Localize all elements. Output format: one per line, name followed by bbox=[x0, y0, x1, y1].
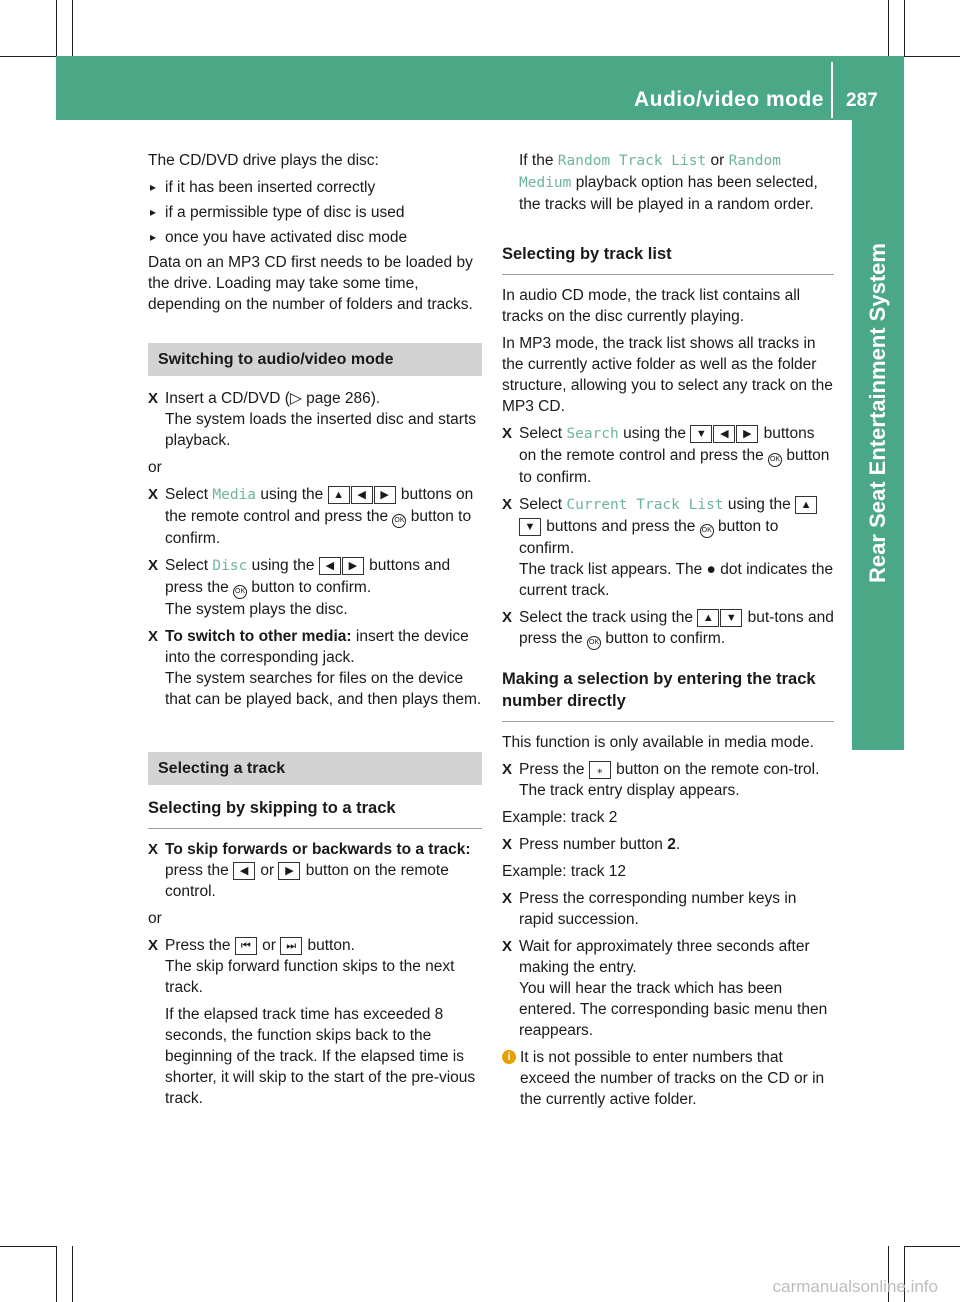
crop-mark bbox=[56, 0, 57, 56]
crop-mark bbox=[72, 0, 73, 56]
step-result: The system plays the disc. bbox=[165, 601, 348, 618]
step-text: Insert a CD/DVD ( bbox=[165, 390, 290, 407]
step-text: button. bbox=[303, 937, 355, 954]
option-random-medium: Random Medium bbox=[519, 153, 781, 191]
step bbox=[502, 834, 834, 855]
ok-button-icon: OK bbox=[587, 636, 601, 650]
step-text: Press the bbox=[519, 761, 589, 778]
option-disc: Disc bbox=[212, 558, 248, 574]
right-key-icon: ▶ bbox=[374, 486, 396, 504]
up-key-icon: ▲ bbox=[697, 609, 719, 627]
step bbox=[502, 423, 834, 488]
list-item: ▸ once you have activated disc mode bbox=[148, 227, 482, 248]
step bbox=[502, 494, 834, 601]
option-media: Media bbox=[212, 487, 257, 503]
right-column bbox=[502, 150, 834, 1110]
crop-mark bbox=[0, 56, 56, 57]
info-note bbox=[502, 1047, 834, 1110]
side-tab-label: Rear Seat Entertainment System bbox=[865, 243, 890, 583]
crop-mark bbox=[72, 1246, 73, 1302]
paragraph: In audio CD mode, the track list contains all tracks on the disc currently playing. bbox=[502, 287, 801, 325]
step-result: You will hear the track which has been entered. The corresponding basic menu then reappears. bbox=[519, 980, 828, 1039]
step bbox=[502, 936, 834, 1041]
watermark: carmanualsonline.info bbox=[772, 1277, 938, 1296]
step-note: If the elapsed track time has exceeded 8 seconds, the function skips back to the beginning of the track. If the elapsed time is shorter, it will skip to the start of the pre-vious track. bbox=[165, 1006, 476, 1107]
right-key-icon: ▶ bbox=[278, 862, 300, 880]
step-text: button to confirm. bbox=[601, 630, 726, 647]
down-key-icon: ▼ bbox=[690, 425, 712, 443]
step-text: Select bbox=[519, 425, 567, 442]
step-result: The system loads the inserted disc and starts playback. bbox=[165, 411, 477, 449]
step-text: buttons and press the bbox=[165, 557, 451, 596]
crop-mark bbox=[904, 56, 960, 57]
step bbox=[148, 935, 482, 1109]
note-text: playback option has been selected, the tracks will be played in a random order. bbox=[519, 174, 818, 213]
example-text: Example: track 12 bbox=[502, 863, 627, 880]
step-result: The skip forward function skips to the next track. bbox=[165, 958, 455, 996]
step-result: The track entry display appears. bbox=[519, 782, 740, 799]
current-track-dot-icon: ● bbox=[706, 561, 716, 578]
step-text: button on the remote control. bbox=[165, 862, 449, 900]
crop-mark bbox=[56, 1246, 57, 1302]
left-key-icon: ◀ bbox=[233, 862, 255, 880]
step bbox=[502, 607, 834, 650]
mp3-note: Data on an MP3 CD first needs to be loaded by the drive. Loading may take some time, depending on the number of folders and tracks. bbox=[148, 254, 473, 313]
subheading: Making a selection by entering the track number directly bbox=[502, 668, 834, 722]
step-text: Select bbox=[165, 486, 213, 503]
step-text: buttons on the remote control and press the bbox=[165, 486, 474, 525]
step-text: using the bbox=[247, 557, 319, 574]
paragraph: This function is only available in media mode. bbox=[502, 734, 814, 751]
left-column bbox=[148, 150, 482, 1115]
step-text: Select bbox=[165, 557, 213, 574]
crop-mark bbox=[904, 1246, 960, 1247]
step-result: The track list appears. The bbox=[519, 561, 707, 578]
up-key-icon: ▲ bbox=[795, 496, 817, 514]
step-label: To switch to other media: bbox=[165, 628, 352, 645]
step-result: The system searches for files on the device that can be played back, and then plays them. bbox=[165, 670, 482, 708]
step-text: button to confirm. bbox=[247, 579, 372, 596]
step: X Press the corresponding number keys in rapid succession. bbox=[502, 888, 834, 930]
step-text: button to confirm. bbox=[165, 508, 472, 547]
right-key-icon: ▶ bbox=[342, 557, 364, 575]
header-divider bbox=[831, 62, 833, 118]
page-ref-icon: ▷ bbox=[289, 390, 302, 407]
crop-mark bbox=[904, 0, 905, 56]
option-search: Search bbox=[566, 426, 619, 442]
section-heading: Switching to audio/video mode bbox=[148, 343, 482, 376]
down-key-icon: ▼ bbox=[720, 609, 742, 627]
step-text: buttons on the remote control and press the bbox=[519, 425, 815, 464]
option-random-track-list: Random Track List bbox=[557, 153, 707, 169]
step-text: Wait for approximately three seconds after making the entry. bbox=[519, 938, 810, 976]
left-key-icon: ◀ bbox=[713, 425, 735, 443]
right-key-icon: ▶ bbox=[736, 425, 758, 443]
left-key-icon: ◀ bbox=[319, 557, 341, 575]
intro-text: The CD/DVD drive plays the disc: bbox=[148, 152, 379, 169]
step-text: page 286). bbox=[301, 390, 381, 407]
step-text: press the bbox=[165, 862, 234, 879]
skip-back-icon: ⏮ bbox=[235, 937, 257, 955]
step-text: using the bbox=[723, 496, 796, 513]
step-text: Select bbox=[519, 496, 567, 513]
step-text: Press the bbox=[165, 937, 235, 954]
page-title: Audio/video mode bbox=[633, 88, 824, 111]
paragraph: In MP3 mode, the track list shows all tracks in the currently active folder as well as the folder structure, allowing you to select any track on the MP3 CD. bbox=[502, 335, 833, 415]
step bbox=[502, 759, 834, 801]
step bbox=[148, 555, 482, 620]
random-note bbox=[502, 150, 834, 215]
or-text: or bbox=[148, 910, 162, 927]
down-key-icon: ▼ bbox=[519, 518, 541, 536]
step-label: To skip forwards or backwards to a track: bbox=[165, 841, 471, 858]
crop-mark bbox=[0, 1246, 56, 1247]
step bbox=[148, 839, 482, 902]
step-text: insert the device into the corresponding jack. bbox=[165, 628, 469, 666]
note-text: or bbox=[706, 152, 729, 169]
ok-button-icon: OK bbox=[700, 524, 714, 538]
step bbox=[148, 388, 482, 451]
info-icon: i bbox=[502, 1050, 516, 1064]
left-key-icon: ◀ bbox=[351, 486, 373, 504]
ok-button-icon: OK bbox=[768, 453, 782, 467]
step-text: or bbox=[256, 862, 279, 879]
option-current-track-list: Current Track List bbox=[566, 497, 724, 513]
step bbox=[148, 484, 482, 549]
or-text: or bbox=[148, 459, 162, 476]
step-text: using the bbox=[618, 425, 691, 442]
number-label: 2 bbox=[667, 836, 676, 853]
asterisk-key-icon: ⁎ bbox=[589, 761, 611, 779]
info-text: It is not possible to enter numbers that exceed the number of tracks on the CD or in the currently active folder. bbox=[520, 1049, 825, 1108]
up-key-icon: ▲ bbox=[328, 486, 350, 504]
section-heading: Selecting a track bbox=[148, 752, 482, 785]
page-number: 287 bbox=[846, 90, 878, 111]
ok-button-icon: OK bbox=[233, 585, 247, 599]
note-text: If the bbox=[519, 152, 558, 169]
subheading: Selecting by skipping to a track bbox=[148, 797, 482, 829]
list-item: ▸ if a permissible type of disc is used bbox=[148, 202, 482, 223]
step-text: Select the track using the bbox=[519, 609, 698, 626]
list-item: ▸ if it has been inserted correctly bbox=[148, 177, 482, 198]
side-tab-marker bbox=[852, 706, 904, 750]
example-text: Example: track 2 bbox=[502, 809, 618, 826]
step-text: button to confirm. bbox=[519, 447, 830, 486]
subheading: Selecting by track list bbox=[502, 243, 834, 275]
step-text: using the bbox=[256, 486, 328, 503]
skip-forward-icon: ⏭ bbox=[280, 937, 302, 955]
step-text: buttons and press the bbox=[542, 518, 700, 535]
step-text: button on the remote con-trol. bbox=[611, 761, 820, 778]
step-text: but-tons and press the bbox=[519, 609, 834, 647]
step bbox=[148, 626, 482, 710]
step-text: . bbox=[675, 836, 681, 853]
step-text: or bbox=[257, 937, 281, 954]
ok-button-icon: OK bbox=[392, 514, 406, 528]
step-text: button to confirm. bbox=[519, 518, 779, 557]
crop-mark bbox=[888, 0, 889, 56]
step-text: Press number button bbox=[519, 836, 668, 853]
step-result: dot indicates the current track. bbox=[519, 561, 834, 599]
